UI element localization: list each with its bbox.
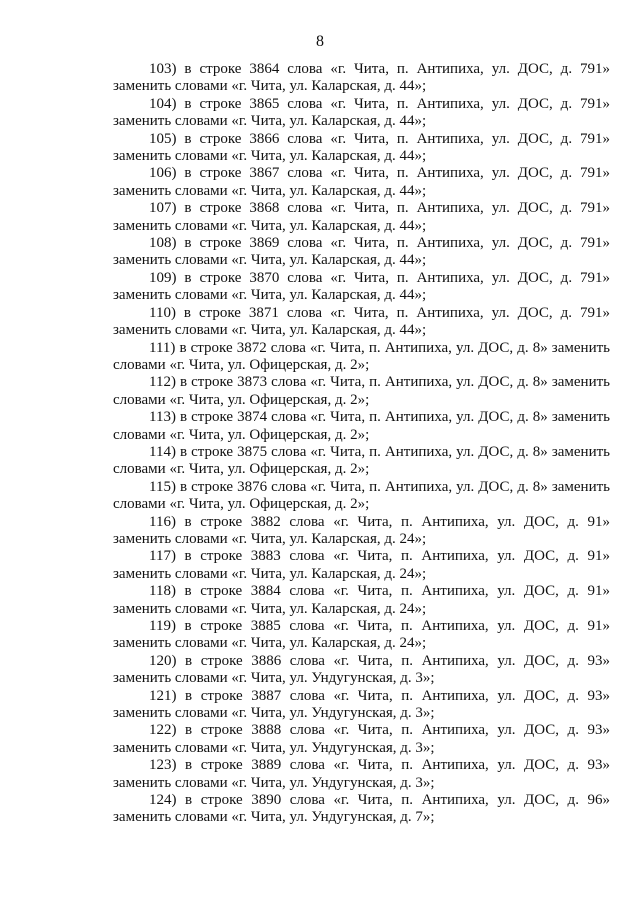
amendment-list (113, 61, 610, 827)
amendment-item: 124) в строке 3890 слова «г. Чита, п. Антипиха, ул. ДОС, д. 96» заменить словами «г. Чита, ул. Ундугунская, д. 7»; (113, 792, 610, 826)
amendment-item: 111) в строке 3872 слова «г. Чита, п. Антипиха, ул. ДОС, д. 8» заменить словами «г. Чита, ул. Офицерская, д. 2»; (113, 339, 610, 373)
amendment-item: 119) в строке 3885 слова «г. Чита, п. Антипиха, ул. ДОС, д. 91» заменить словами «г. Чита, ул. Каларская, д. 24»; (113, 618, 610, 652)
amendment-item: 123) в строке 3889 слова «г. Чита, п. Антипиха, ул. ДОС, д. 93» заменить словами «г. Чита, ул. Ундугунская, д. 3»; (113, 757, 610, 791)
amendment-item: 112) в строке 3873 слова «г. Чита, п. Антипиха, ул. ДОС, д. 8» заменить словами «г. Чита, ул. Офицерская, д. 2»; (113, 374, 610, 408)
amendment-item: 106) в строке 3867 слова «г. Чита, п. Антипиха, ул. ДОС, д. 791» заменить словами «г. Чита, ул. Каларская, д. 44»; (113, 165, 610, 199)
amendment-item: 113) в строке 3874 слова «г. Чита, п. Антипиха, ул. ДОС, д. 8» заменить словами «г. Чита, ул. Офицерская, д. 2»; (113, 409, 610, 443)
amendment-item: 116) в строке 3882 слова «г. Чита, п. Антипиха, ул. ДОС, д. 91» заменить словами «г. Чита, ул. Каларская, д. 24»; (113, 513, 610, 547)
amendment-item: 121) в строке 3887 слова «г. Чита, п. Антипиха, ул. ДОС, д. 93» заменить словами «г. Чита, ул. Ундугунская, д. 3»; (113, 687, 610, 722)
page-number: 8 (316, 33, 324, 50)
amendment-item: 117) в строке 3883 слова «г. Чита, п. Антипиха, ул. ДОС, д. 91» заменить словами «г. Чита, ул. Каларская, д. 24»; (113, 548, 610, 582)
amendment-item: 105) в строке 3866 слова «г. Чита, п. Антипиха, ул. ДОС, д. 791» заменить словами «г. Чита, ул. Каларская, д. 44»; (113, 130, 610, 165)
amendment-item: 118) в строке 3884 слова «г. Чита, п. Антипиха, ул. ДОС, д. 91» заменить словами «г. Чита, ул. Каларская, д. 24»; (113, 583, 610, 617)
amendment-item: 110) в строке 3871 слова «г. Чита, п. Антипиха, ул. ДОС, д. 791» заменить словами «г. Чита, ул. Каларская, д. 44»; (113, 304, 610, 339)
amendment-item: 104) в строке 3865 слова «г. Чита, п. Антипиха, ул. ДОС, д. 791» заменить словами «г. Чита, ул. Каларская, д. 44»; (113, 95, 610, 130)
amendment-item: 115) в строке 3876 слова «г. Чита, п. Антипиха, ул. ДОС, д. 8» заменить словами «г. Чита, ул. Офицерская, д. 2»; (113, 478, 610, 513)
amendment-item: 122) в строке 3888 слова «г. Чита, п. Антипиха, ул. ДОС, д. 93» заменить словами «г. Чита, ул. Ундугунская, д. 3»; (113, 722, 610, 756)
amendment-item: 107) в строке 3868 слова «г. Чита, п. Антипиха, ул. ДОС, д. 791» заменить словами «г. Чита, ул. Каларская, д. 44»; (113, 200, 610, 234)
amendment-item: 114) в строке 3875 слова «г. Чита, п. Антипиха, ул. ДОС, д. 8» заменить словами «г. Чита, ул. Офицерская, д. 2»; (113, 443, 610, 478)
amendment-item: 109) в строке 3870 слова «г. Чита, п. Антипиха, ул. ДОС, д. 791» заменить словами «г. Чита, ул. Каларская, д. 44»; (113, 269, 610, 304)
amendment-item: 120) в строке 3886 слова «г. Чита, п. Антипиха, ул. ДОС, д. 93» заменить словами «г. Чита, ул. Ундугунская, д. 3»; (113, 652, 610, 687)
amendment-item: 103) в строке 3864 слова «г. Чита, п. Антипиха, ул. ДОС, д. 791» заменить словами «г. Чита, ул. Каларская, д. 44»; (113, 61, 610, 95)
amendment-item: 108) в строке 3869 слова «г. Чита, п. Антипиха, ул. ДОС, д. 791» заменить словами «г. Чита, ул. Каларская, д. 44»; (113, 235, 610, 269)
